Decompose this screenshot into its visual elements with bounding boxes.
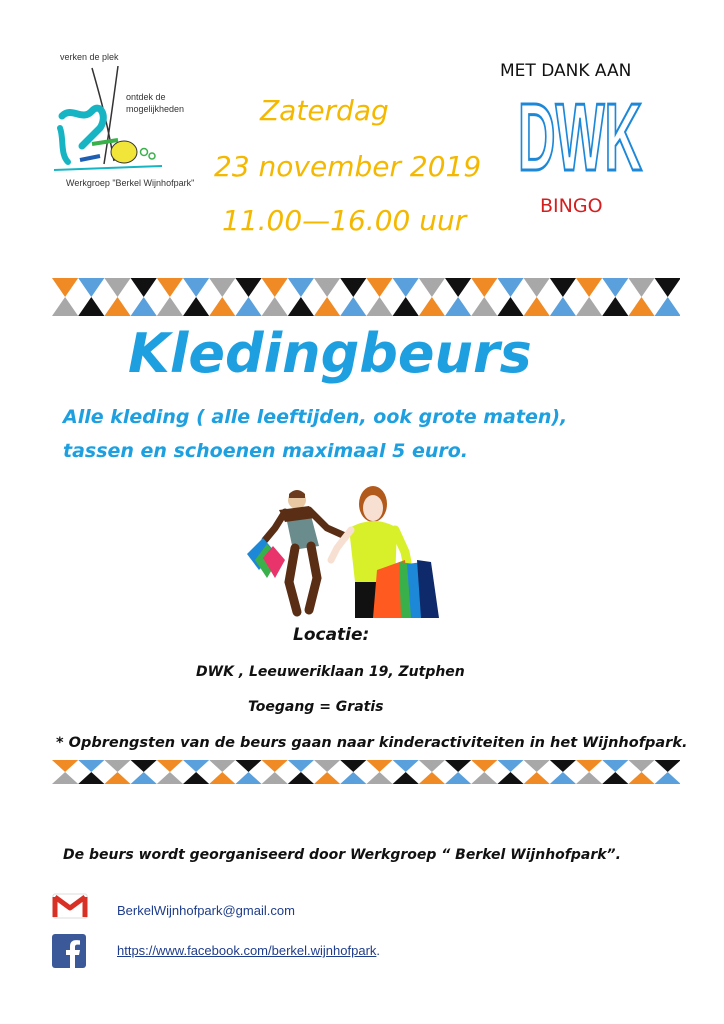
admission-info: Toegang = Gratis (248, 699, 384, 715)
band-triangle (157, 760, 183, 772)
band-triangle (288, 772, 314, 784)
band-triangle (104, 760, 130, 772)
band-triangle (78, 278, 104, 297)
sponsor-subtitle: BINGO (540, 195, 603, 217)
band-triangle (235, 772, 261, 784)
band-triangle (340, 278, 366, 297)
facebook-icon[interactable] (52, 934, 86, 968)
proceeds-note: * Opbrengsten van de beurs gaan naar kinderactiviteiten in het Wijnhofpark. (56, 735, 688, 751)
band-triangle (655, 297, 680, 316)
band-triangle (366, 297, 392, 316)
band-triangle (602, 760, 628, 772)
band-triangle (340, 760, 366, 772)
band-triangle (235, 297, 261, 316)
description-line2: tassen en schoenen maximaal 5 euro. (63, 440, 469, 462)
band-triangle (497, 760, 523, 772)
location-address: DWK , Leeuweriklaan 19, Zutphen (196, 664, 465, 680)
band-triangle (262, 772, 288, 784)
band-triangle (419, 760, 445, 772)
band-triangle (393, 772, 419, 784)
band-triangle (209, 760, 235, 772)
band-triangle (576, 297, 602, 316)
sponsor-heading: MET DANK AAN (500, 61, 632, 81)
band-triangle (655, 760, 680, 772)
werkgroep-logo (52, 52, 212, 197)
band-triangle (471, 278, 497, 297)
band-triangle (655, 278, 680, 297)
band-triangle (52, 772, 78, 784)
band-triangle (524, 297, 550, 316)
band-triangle (602, 772, 628, 784)
band-triangle (78, 297, 104, 316)
band-triangle (628, 772, 654, 784)
band-triangle (471, 297, 497, 316)
location-label: Locatie: (293, 625, 370, 645)
band-triangle (419, 278, 445, 297)
facebook-link-suffix: . (376, 943, 381, 958)
band-triangle (52, 278, 78, 297)
band-triangle (497, 772, 523, 784)
band-triangle (157, 278, 183, 297)
band-triangle (340, 772, 366, 784)
band-triangle (524, 772, 550, 784)
band-triangle (157, 772, 183, 784)
band-triangle (209, 297, 235, 316)
band-triangle (497, 297, 523, 316)
band-triangle (314, 297, 340, 316)
band-triangle (524, 760, 550, 772)
facebook-line (117, 940, 380, 959)
event-day: Zaterdag (260, 94, 389, 127)
band-triangle (131, 760, 157, 772)
band-triangle (366, 760, 392, 772)
band-triangle (262, 278, 288, 297)
facebook-link[interactable]: https://www.facebook.com/berkel.wijnhofpark (117, 943, 377, 958)
band-triangle (104, 772, 130, 784)
organizer-note: De beurs wordt georganiseerd door Werkgroep “ Berkel Wijnhofpark”. (63, 847, 621, 863)
band-triangle (366, 278, 392, 297)
shoppers-illustration (245, 478, 445, 620)
band-triangle (183, 278, 209, 297)
description-line1: Alle kleding ( alle leeftijden, ook grote maten), (63, 406, 568, 428)
band-triangle (340, 297, 366, 316)
dwk-logo-text: DWK (518, 88, 642, 180)
band-triangle (209, 278, 235, 297)
band-triangle (314, 278, 340, 297)
band-triangle (366, 772, 392, 784)
email-link[interactable]: BerkelWijnhofpark@gmail.com (117, 903, 295, 918)
band-triangle (288, 297, 314, 316)
band-triangle (104, 297, 130, 316)
band-triangle (445, 278, 471, 297)
band-triangle (628, 297, 654, 316)
event-time: 11.00—16.00 uur (222, 204, 467, 237)
logo-text-line1: verken de plek (60, 52, 119, 62)
band-triangle (131, 772, 157, 784)
band-triangle (131, 297, 157, 316)
page-title: Kledingbeurs (128, 322, 532, 385)
band-triangle (602, 297, 628, 316)
band-triangle (235, 278, 261, 297)
logo-text-line2: ontdek de (126, 92, 166, 102)
band-triangle (471, 760, 497, 772)
band-triangle (602, 278, 628, 297)
band-triangle (393, 278, 419, 297)
band-triangle (497, 278, 523, 297)
band-triangle (52, 297, 78, 316)
band-triangle (157, 297, 183, 316)
band-triangle (393, 297, 419, 316)
band-triangle (183, 772, 209, 784)
band-triangle (314, 760, 340, 772)
band-triangle (419, 297, 445, 316)
band-triangle (471, 772, 497, 784)
logo-text-line4: Werkgroep "Berkel Wijnhofpark" (66, 178, 195, 188)
logo-text-line3: mogelijkheden (126, 104, 185, 114)
bottom-triangle-band (52, 760, 680, 784)
band-triangle (550, 278, 576, 297)
band-triangle (576, 278, 602, 297)
band-triangle (262, 760, 288, 772)
band-triangle (445, 297, 471, 316)
top-triangle-band (52, 278, 680, 316)
dwk-logo (515, 88, 645, 180)
band-triangle (576, 772, 602, 784)
band-triangle (262, 297, 288, 316)
band-triangle (288, 760, 314, 772)
band-triangle (393, 760, 419, 772)
band-triangle (235, 760, 261, 772)
band-triangle (628, 278, 654, 297)
band-triangle (314, 772, 340, 784)
band-triangle (445, 772, 471, 784)
band-triangle (52, 760, 78, 772)
band-triangle (655, 772, 680, 784)
band-triangle (78, 760, 104, 772)
band-triangle (524, 278, 550, 297)
logo-graphic (52, 66, 212, 176)
band-triangle (288, 278, 314, 297)
band-triangle (550, 760, 576, 772)
band-triangle (209, 772, 235, 784)
band-triangle (576, 760, 602, 772)
band-triangle (550, 772, 576, 784)
band-triangle (183, 297, 209, 316)
band-triangle (183, 760, 209, 772)
band-triangle (445, 760, 471, 772)
gmail-icon (52, 893, 88, 919)
band-triangle (419, 772, 445, 784)
band-triangle (78, 772, 104, 784)
event-date: 23 november 2019 (214, 150, 482, 183)
band-triangle (104, 278, 130, 297)
band-triangle (550, 297, 576, 316)
band-triangle (131, 278, 157, 297)
band-triangle (628, 760, 654, 772)
